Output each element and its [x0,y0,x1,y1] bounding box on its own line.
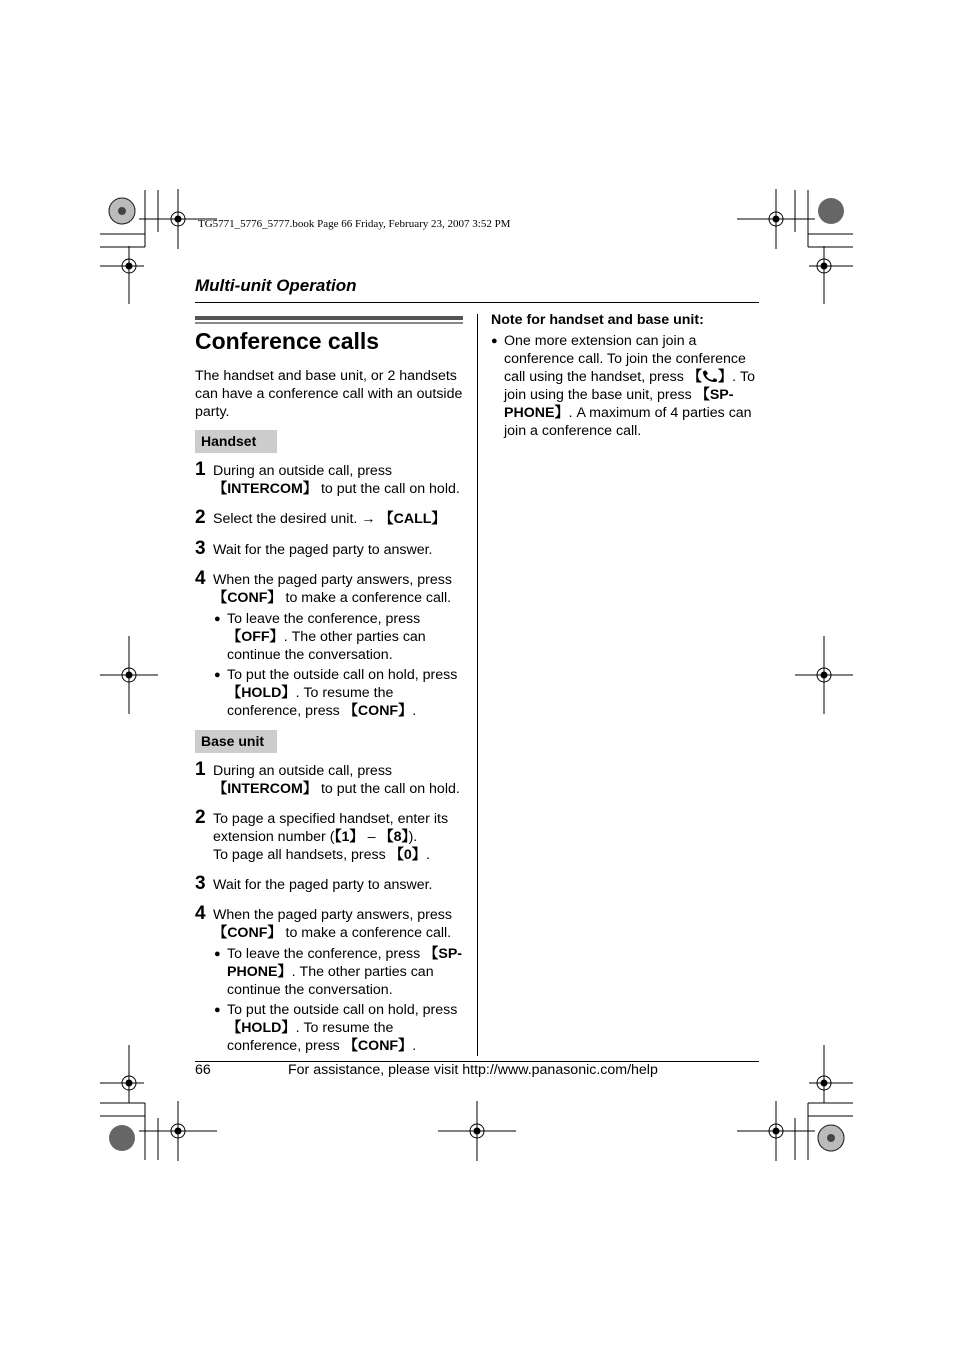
arrow-right-icon: → [361,511,376,527]
handset-step-1-number: 1 [195,459,206,480]
handset-step-2: Select the desired unit. → 【CALL】 [213,511,446,527]
intro-paragraph: The handset and base unit, or 2 handsets can have a conference call with an outside party. [195,368,463,420]
handset-step-3: Wait for the paged party to answer. [213,542,433,558]
page-title: Conference calls [195,328,380,354]
handset-step-4: When the paged party answers, press 【CONF】 to make a conference call. [213,572,452,606]
base-step-4: When the paged party answers, press 【CONF】 to make a conference call. [213,907,452,941]
section-title: Multi-unit Operation [195,276,357,295]
column-divider [477,314,478,1056]
title-decor-bar [195,316,463,320]
bullet-icon: ● [214,669,221,681]
header-rule [195,302,759,303]
handset-bullet-1: To leave the conference, press 【OFF】. The other parties can continue the conversation. [227,611,426,663]
base-unit-label: Base unit [195,730,277,753]
footer-assistance-text: For assistance, please visit http://www.panasonic.com/help [288,1062,658,1078]
bullet-icon: ● [491,335,498,347]
base-step-3: Wait for the paged party to answer. [213,877,433,893]
base-step-4-number: 4 [195,903,206,924]
base-step-2: To page a specified handset, enter its extension number (【1】 – 【8】). To page all handsets, press 【0】. [213,811,449,863]
base-step-1: During an outside call, press 【INTERCOM】 to put the call on hold. [213,763,460,797]
note-text: One more extension can join a conference call. To join the conference call using the handset, press 【 】. To join using the base unit, press 【SP-PHONE】. A maximum of 4 parties can join a conference call. [504,333,756,439]
bullet-icon: ● [214,613,221,625]
handset-label: Handset [195,430,277,453]
handset-step-4-number: 4 [195,568,206,589]
title-decor-bar-thin [195,322,463,324]
bullet-icon: ● [214,1004,221,1016]
base-step-2-number: 2 [195,807,206,828]
talk-phone-icon [702,370,718,382]
base-step-3-number: 3 [195,873,206,894]
base-bullet-2: To put the outside call on hold, press 【HOLD】. To resume the conference, press 【CONF】. [227,1002,458,1054]
base-step-1-number: 1 [195,759,206,780]
handset-step-3-number: 3 [195,538,206,559]
bullet-icon: ● [214,948,221,960]
handset-bullet-2: To put the outside call on hold, press 【HOLD】. To resume the conference, press 【CONF】. [227,667,458,719]
page-number: 66 [195,1062,211,1078]
print-file-info: TG5771_5776_5777.book Page 66 Friday, February 23, 2007 3:52 PM [198,218,511,230]
base-bullet-1: To leave the conference, press 【SP-PHONE】. The other parties can continue the conversation. [227,946,463,998]
handset-step-2-number: 2 [195,507,206,528]
note-heading: Note for handset and base unit: [491,312,704,328]
handset-step-1: During an outside call, press 【INTERCOM】 to put the call on hold. [213,463,460,497]
